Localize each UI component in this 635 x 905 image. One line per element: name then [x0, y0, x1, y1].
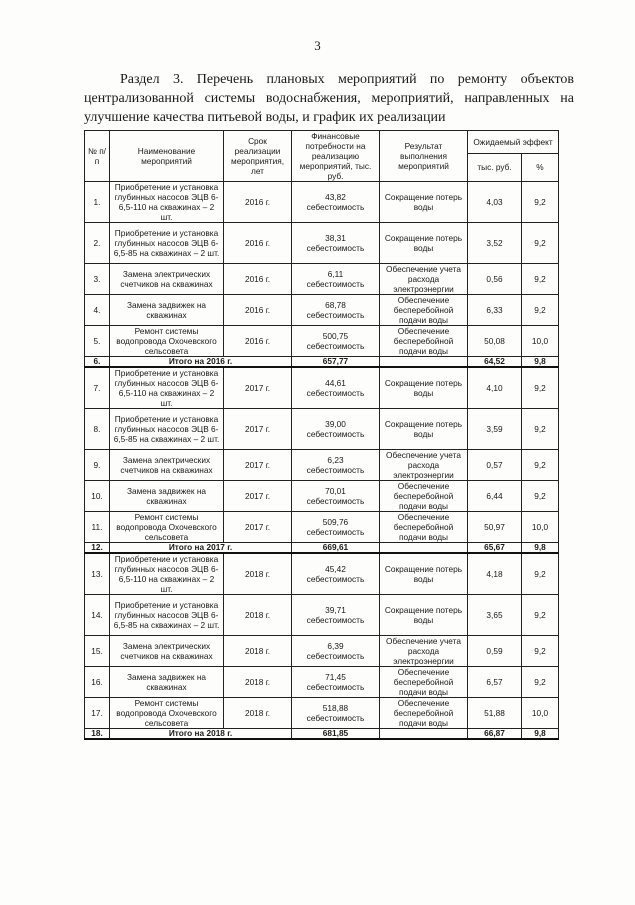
effect-rub-cell: 3,59 — [468, 409, 522, 450]
effect-rub-cell: 0,57 — [468, 450, 522, 481]
effect-pct-cell: 9,8 — [522, 357, 559, 368]
effect-pct-cell: 9,2 — [522, 595, 559, 636]
measures-table — [84, 130, 559, 740]
effect-rub-cell: 64,52 — [468, 357, 522, 368]
finance-source: себестоимость — [306, 496, 365, 506]
effect-pct-cell: 10,0 — [522, 698, 559, 729]
effect-pct-cell: 9,8 — [522, 729, 559, 740]
header-result: Результат выполнения мероприятий — [380, 131, 468, 182]
finance-amount: 6,23 — [327, 455, 344, 465]
finance-source: себестоимость — [306, 574, 365, 584]
finance-cell — [292, 223, 380, 264]
result-cell: Обеспечение бесперебойной подачи воды — [380, 481, 468, 512]
row-number-cell: 2. — [85, 223, 110, 264]
result-cell: Обеспечение бесперебойной подачи воды — [380, 698, 468, 729]
finance-source: себестоимость — [306, 429, 365, 439]
finance-cell — [292, 481, 380, 512]
term-cell: 2016 г. — [224, 223, 292, 264]
result-cell: Сокращение потерь воды — [380, 182, 468, 223]
table-row — [85, 553, 559, 595]
finance-cell — [292, 667, 380, 698]
finance-source: себестоимость — [306, 465, 365, 475]
effect-pct-cell: 9,8 — [522, 543, 559, 554]
effect-pct-cell: 9,2 — [522, 264, 559, 295]
total-label-cell: Итого на 2017 г. — [110, 543, 292, 554]
finance-amount: 39,00 — [325, 419, 346, 429]
finance-cell — [292, 409, 380, 450]
result-cell: Обеспечение учета расхода электроэнергии — [380, 636, 468, 667]
measure-name-cell: Замена электрических счетчиков на скважинах — [110, 264, 224, 295]
header-effect-rub: тыс. руб. — [468, 153, 522, 181]
term-cell: 2018 г. — [224, 667, 292, 698]
row-number-cell: 14. — [85, 595, 110, 636]
finance-amount: 6,39 — [327, 641, 344, 651]
result-cell: Сокращение потерь воды — [380, 409, 468, 450]
table-row — [85, 667, 559, 698]
effect-rub-cell: 50,97 — [468, 512, 522, 543]
result-cell: Сокращение потерь воды — [380, 553, 468, 595]
table-row — [85, 595, 559, 636]
effect-rub-cell: 66,87 — [468, 729, 522, 740]
term-cell: 2016 г. — [224, 264, 292, 295]
finance-cell — [292, 512, 380, 543]
measure-name-cell: Приобретение и установка глубинных насосов ЭЦВ 6-6,5-85 на скважинах – 2 шт. — [110, 223, 224, 264]
table-row — [85, 326, 559, 357]
effect-rub-cell: 6,44 — [468, 481, 522, 512]
measure-name-cell: Ремонт системы водопровода Охочевского сельсовета — [110, 326, 224, 357]
row-number-cell: 7. — [85, 367, 110, 409]
finance-amount: 68,78 — [325, 300, 346, 310]
table-row — [85, 512, 559, 543]
total-amount-cell: 657,77 — [292, 357, 380, 368]
finance-cell — [292, 182, 380, 223]
finance-amount: 39,71 — [325, 605, 346, 615]
row-number-cell: 17. — [85, 698, 110, 729]
term-cell: 2018 г. — [224, 698, 292, 729]
finance-amount: 71,45 — [325, 672, 346, 682]
measure-name-cell: Замена задвижек на скважинах — [110, 295, 224, 326]
finance-source: себестоимость — [306, 615, 365, 625]
header-effect: Ожидаемый эффект — [468, 131, 559, 154]
header-finance: Финансовые потребности на реализацию мероприятий, тыс. руб. — [292, 131, 380, 182]
effect-pct-cell: 9,2 — [522, 667, 559, 698]
finance-amount: 6,11 — [327, 269, 344, 279]
table-body — [85, 182, 559, 740]
finance-source: себестоимость — [306, 651, 365, 661]
effect-rub-cell: 0,59 — [468, 636, 522, 667]
finance-source: себестоимость — [306, 202, 365, 212]
effect-rub-cell: 50,08 — [468, 326, 522, 357]
header-name: Наименование мероприятий — [110, 131, 224, 182]
effect-pct-cell: 9,2 — [522, 553, 559, 595]
total-result-cell — [380, 729, 468, 740]
result-cell: Обеспечение бесперебойной подачи воды — [380, 326, 468, 357]
effect-pct-cell: 10,0 — [522, 512, 559, 543]
total-result-cell — [380, 357, 468, 368]
finance-amount: 44,61 — [325, 378, 346, 388]
row-number-cell: 11. — [85, 512, 110, 543]
measure-name-cell: Замена задвижек на скважинах — [110, 667, 224, 698]
result-cell: Сокращение потерь воды — [380, 367, 468, 409]
measure-name-cell: Приобретение и установка глубинных насосов ЭЦВ 6-6,5-110 на скважинах – 2 шт. — [110, 553, 224, 595]
row-number-cell: 12. — [85, 543, 110, 554]
effect-pct-cell: 10,0 — [522, 326, 559, 357]
row-number-cell: 4. — [85, 295, 110, 326]
finance-source: себестоимость — [306, 279, 365, 289]
finance-cell — [292, 295, 380, 326]
effect-rub-cell: 4,18 — [468, 553, 522, 595]
finance-source: себестоимость — [306, 682, 365, 692]
result-cell: Обеспечение учета расхода электроэнергии — [380, 264, 468, 295]
finance-cell — [292, 698, 380, 729]
total-result-cell — [380, 543, 468, 554]
header-term: Срок реализации мероприятия, лет — [224, 131, 292, 182]
finance-cell — [292, 595, 380, 636]
row-number-cell: 8. — [85, 409, 110, 450]
section-heading: Раздел 3. Перечень плановых мероприятий по ремонту объектов централизованной системы водоснабжения, мероприятий, направленных на улучшение качества питьевой воды, и график их реализации — [84, 72, 574, 125]
measure-name-cell: Замена электрических счетчиков на скважинах — [110, 450, 224, 481]
term-cell: 2017 г. — [224, 512, 292, 543]
effect-rub-cell: 4,03 — [468, 182, 522, 223]
header-num: № п/п — [85, 131, 110, 182]
row-number-cell: 9. — [85, 450, 110, 481]
term-cell: 2016 г. — [224, 295, 292, 326]
total-row — [85, 543, 559, 554]
finance-amount: 38,31 — [325, 233, 346, 243]
effect-rub-cell: 3,65 — [468, 595, 522, 636]
result-cell: Обеспечение учета расхода электроэнергии — [380, 450, 468, 481]
result-cell: Сокращение потерь воды — [380, 223, 468, 264]
total-label-cell: Итого на 2018 г. — [110, 729, 292, 740]
effect-pct-cell: 9,2 — [522, 182, 559, 223]
table-header — [85, 131, 559, 182]
finance-cell — [292, 367, 380, 409]
finance-source: себестоимость — [306, 310, 365, 320]
effect-rub-cell: 6,33 — [468, 295, 522, 326]
row-number-cell: 5. — [85, 326, 110, 357]
effect-pct-cell: 9,2 — [522, 409, 559, 450]
effect-rub-cell: 51,88 — [468, 698, 522, 729]
effect-pct-cell: 9,2 — [522, 450, 559, 481]
total-amount-cell: 681,85 — [292, 729, 380, 740]
row-number-cell: 3. — [85, 264, 110, 295]
finance-source: себестоимость — [306, 243, 365, 253]
effect-rub-cell: 6,57 — [468, 667, 522, 698]
finance-amount: 45,42 — [325, 564, 346, 574]
finance-amount: 509,76 — [322, 517, 349, 527]
finance-source: себестоимость — [306, 527, 365, 537]
total-row — [85, 729, 559, 740]
table-row — [85, 182, 559, 223]
effect-pct-cell: 9,2 — [522, 481, 559, 512]
table-row — [85, 367, 559, 409]
result-cell: Сокращение потерь воды — [380, 595, 468, 636]
table-row — [85, 264, 559, 295]
total-label-cell: Итого на 2016 г. — [110, 357, 292, 368]
total-amount-cell: 669,61 — [292, 543, 380, 554]
term-cell: 2018 г. — [224, 553, 292, 595]
measure-name-cell: Замена задвижек на скважинах — [110, 481, 224, 512]
effect-pct-cell: 9,2 — [522, 223, 559, 264]
term-cell: 2017 г. — [224, 409, 292, 450]
finance-cell — [292, 264, 380, 295]
effect-rub-cell: 0,56 — [468, 264, 522, 295]
table-row — [85, 450, 559, 481]
finance-cell — [292, 326, 380, 357]
table-row — [85, 636, 559, 667]
result-cell: Обеспечение бесперебойной подачи воды — [380, 512, 468, 543]
finance-cell — [292, 450, 380, 481]
finance-source: себестоимость — [306, 341, 365, 351]
finance-amount: 70,01 — [325, 486, 346, 496]
result-cell: Обеспечение бесперебойной подачи воды — [380, 295, 468, 326]
effect-rub-cell: 3,52 — [468, 223, 522, 264]
finance-cell — [292, 636, 380, 667]
finance-amount: 518,88 — [322, 703, 349, 713]
finance-amount: 43,82 — [325, 192, 346, 202]
row-number-cell: 10. — [85, 481, 110, 512]
total-row — [85, 357, 559, 368]
effect-rub-cell: 4,10 — [468, 367, 522, 409]
table-row — [85, 295, 559, 326]
measure-name-cell: Приобретение и установка глубинных насосов ЭЦВ 6-6,5-110 на скважинах – 2 шт. — [110, 182, 224, 223]
finance-source: себестоимость — [306, 713, 365, 723]
header-effect-pct: % — [522, 153, 559, 181]
term-cell: 2017 г. — [224, 367, 292, 409]
row-number-cell: 13. — [85, 553, 110, 595]
measure-name-cell: Ремонт системы водопровода Охочевского сельсовета — [110, 512, 224, 543]
effect-pct-cell: 9,2 — [522, 636, 559, 667]
row-number-cell: 15. — [85, 636, 110, 667]
table-row — [85, 481, 559, 512]
effect-pct-cell: 9,2 — [522, 295, 559, 326]
finance-cell — [292, 553, 380, 595]
effect-pct-cell: 9,2 — [522, 367, 559, 409]
measure-name-cell: Приобретение и установка глубинных насосов ЭЦВ 6-6,5-85 на скважинах – 2 шт. — [110, 595, 224, 636]
row-number-cell: 1. — [85, 182, 110, 223]
table-row — [85, 698, 559, 729]
row-number-cell: 18. — [85, 729, 110, 740]
term-cell: 2018 г. — [224, 636, 292, 667]
term-cell: 2017 г. — [224, 481, 292, 512]
term-cell: 2016 г. — [224, 326, 292, 357]
finance-source: себестоимость — [306, 388, 365, 398]
measure-name-cell: Ремонт системы водопровода Охочевского сельсовета — [110, 698, 224, 729]
measure-name-cell: Приобретение и установка глубинных насосов ЭЦВ 6-6,5-85 на скважинах – 2 шт. — [110, 409, 224, 450]
table-row — [85, 223, 559, 264]
page-number: 3 — [314, 38, 321, 53]
term-cell: 2016 г. — [224, 182, 292, 223]
result-cell: Обеспечение бесперебойной подачи воды — [380, 667, 468, 698]
row-number-cell: 6. — [85, 357, 110, 368]
measure-name-cell: Приобретение и установка глубинных насосов ЭЦВ 6-6,5-110 на скважинах – 2 шт. — [110, 367, 224, 409]
term-cell: 2017 г. — [224, 450, 292, 481]
finance-amount: 500,75 — [322, 331, 349, 341]
row-number-cell: 16. — [85, 667, 110, 698]
effect-rub-cell: 65,67 — [468, 543, 522, 554]
measure-name-cell: Замена электрических счетчиков на скважинах — [110, 636, 224, 667]
term-cell: 2018 г. — [224, 595, 292, 636]
table-row — [85, 409, 559, 450]
